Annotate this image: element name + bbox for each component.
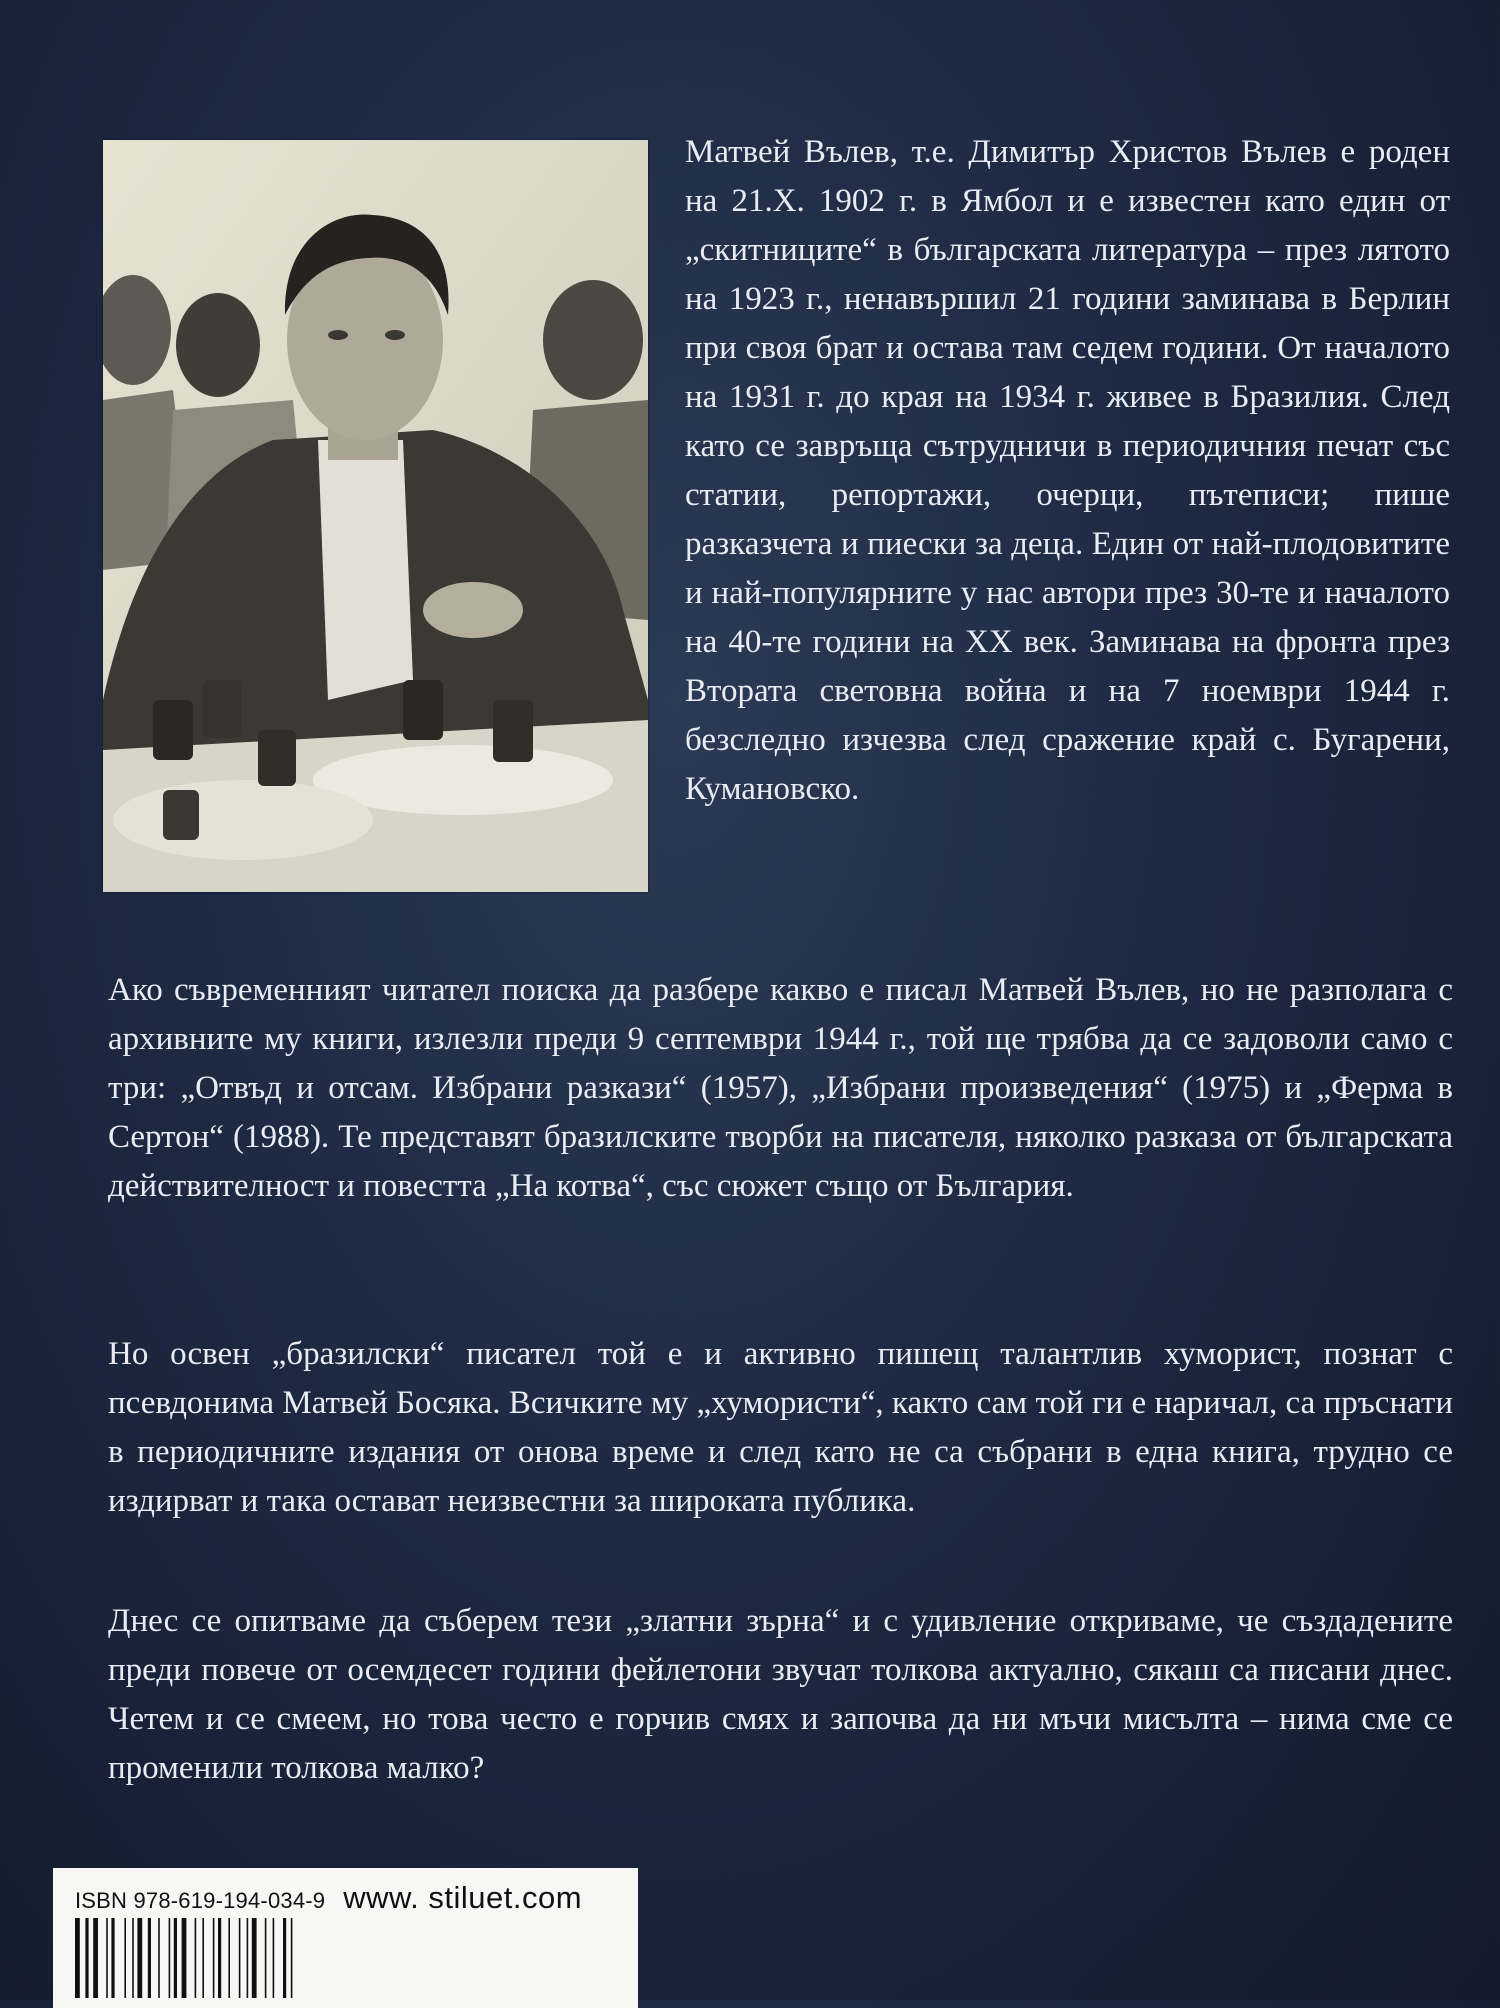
body-paragraph-2: Но освен „бразилски“ писател той е и активно пишещ талантлив хуморист, познат с псевдонима Матвей Босяка. Всичките му „хумористи“, както сам той ги е наричал, са пръснати в периодичните издания от онова време и след като не са събрани в една книга, трудно се издирват и така остават неизвестни за широката публика. bbox=[108, 1336, 1453, 1519]
barcode-bar bbox=[148, 1918, 151, 1998]
barcode-bar bbox=[182, 1918, 187, 1998]
barcode-bar bbox=[228, 1918, 230, 1998]
barcode-bar bbox=[124, 1918, 126, 1998]
barcode-bar bbox=[106, 1918, 108, 1998]
barcode-bar bbox=[132, 1918, 134, 1998]
barcode-bar bbox=[111, 1918, 114, 1998]
barcode-bar bbox=[202, 1918, 204, 1998]
barcode-bar bbox=[93, 1918, 98, 1998]
barcode-bar bbox=[265, 1918, 267, 1998]
barcode-bar bbox=[85, 1918, 88, 1998]
isbn-label bbox=[53, 1868, 638, 2008]
barcode-bar bbox=[195, 1918, 197, 1998]
barcode-bar bbox=[158, 1918, 160, 1998]
barcode-bar bbox=[273, 1918, 275, 1998]
body-paragraph-3: Днес се опитваме да съберем тези „златни зърна“ и с удивление откриваме, че създадените преди повече от осемдесет години фейлетони звучат толкова актуално, сякаш са писани днес. Четем и се смеем, но това често е горчив смях и започва да ни мъчи мисълта – нима сме се променили толкова малко? bbox=[108, 1603, 1453, 1786]
barcode-bar bbox=[239, 1918, 241, 1998]
barcode-bar bbox=[283, 1918, 286, 1998]
barcode-bar bbox=[252, 1918, 257, 1998]
author-photo bbox=[103, 140, 648, 892]
barcode-bar bbox=[174, 1918, 177, 1998]
barcode-bar bbox=[213, 1918, 215, 1998]
barcode bbox=[73, 1918, 373, 1998]
barcode-bar bbox=[218, 1918, 221, 1998]
barcode-bar bbox=[291, 1918, 293, 1998]
author-bio: Матвей Вълев, т.е. Димитър Христов Вълев е роден на 21.X. 1902 г. в Ямбол и е известен като един от „скитниците“ в българската литература – през лятото на 1923 г., ненавършил 21 години заминава в Берлин при своя брат и остава там седем години. От началото на 1931 г. до края на 1934 г. живее в Бразилия. След като се завръща сътрудничи в периодичния печат със статии, репортажи, очерци, пътеписи; пише разказчета и пиески за деца. Един от най-плодовитите и най-популярните у нас автори през 30-те и началото на 40-те години на XX век. Заминава на фронта през Втората световна война и на 7 ноември 1944 г. безследно изчезва след сражение край с. Бугарени, Кумановско. bbox=[685, 134, 1450, 807]
isbn-number: ISBN 978-619-194-034-9 bbox=[75, 1888, 326, 1913]
publisher-website: www. stiluet.com bbox=[343, 1880, 583, 1915]
barcode-bar bbox=[169, 1918, 171, 1998]
barcode-bar bbox=[137, 1918, 142, 1998]
body-paragraph-1: Ако съвременният читател поиска да разбере какво е писал Матвей Вълев, но не разполага с архивните му книги, излезли преди 9 септември 1944 г., той ще трябва да се задоволи само с три: „Отвъд и отсам. Избрани разкази“ (1957), „Избрани произведения“ (1975) и „Ферма в Сертон“ (1988). Те представят бразилските творби на писателя, няколко разказа от българската действителност и повестта „На котва“, със сюжет също от България. bbox=[108, 972, 1453, 1204]
barcode-bar bbox=[75, 1918, 80, 1998]
barcode-bar bbox=[247, 1918, 249, 1998]
author-photo-image bbox=[103, 140, 648, 892]
